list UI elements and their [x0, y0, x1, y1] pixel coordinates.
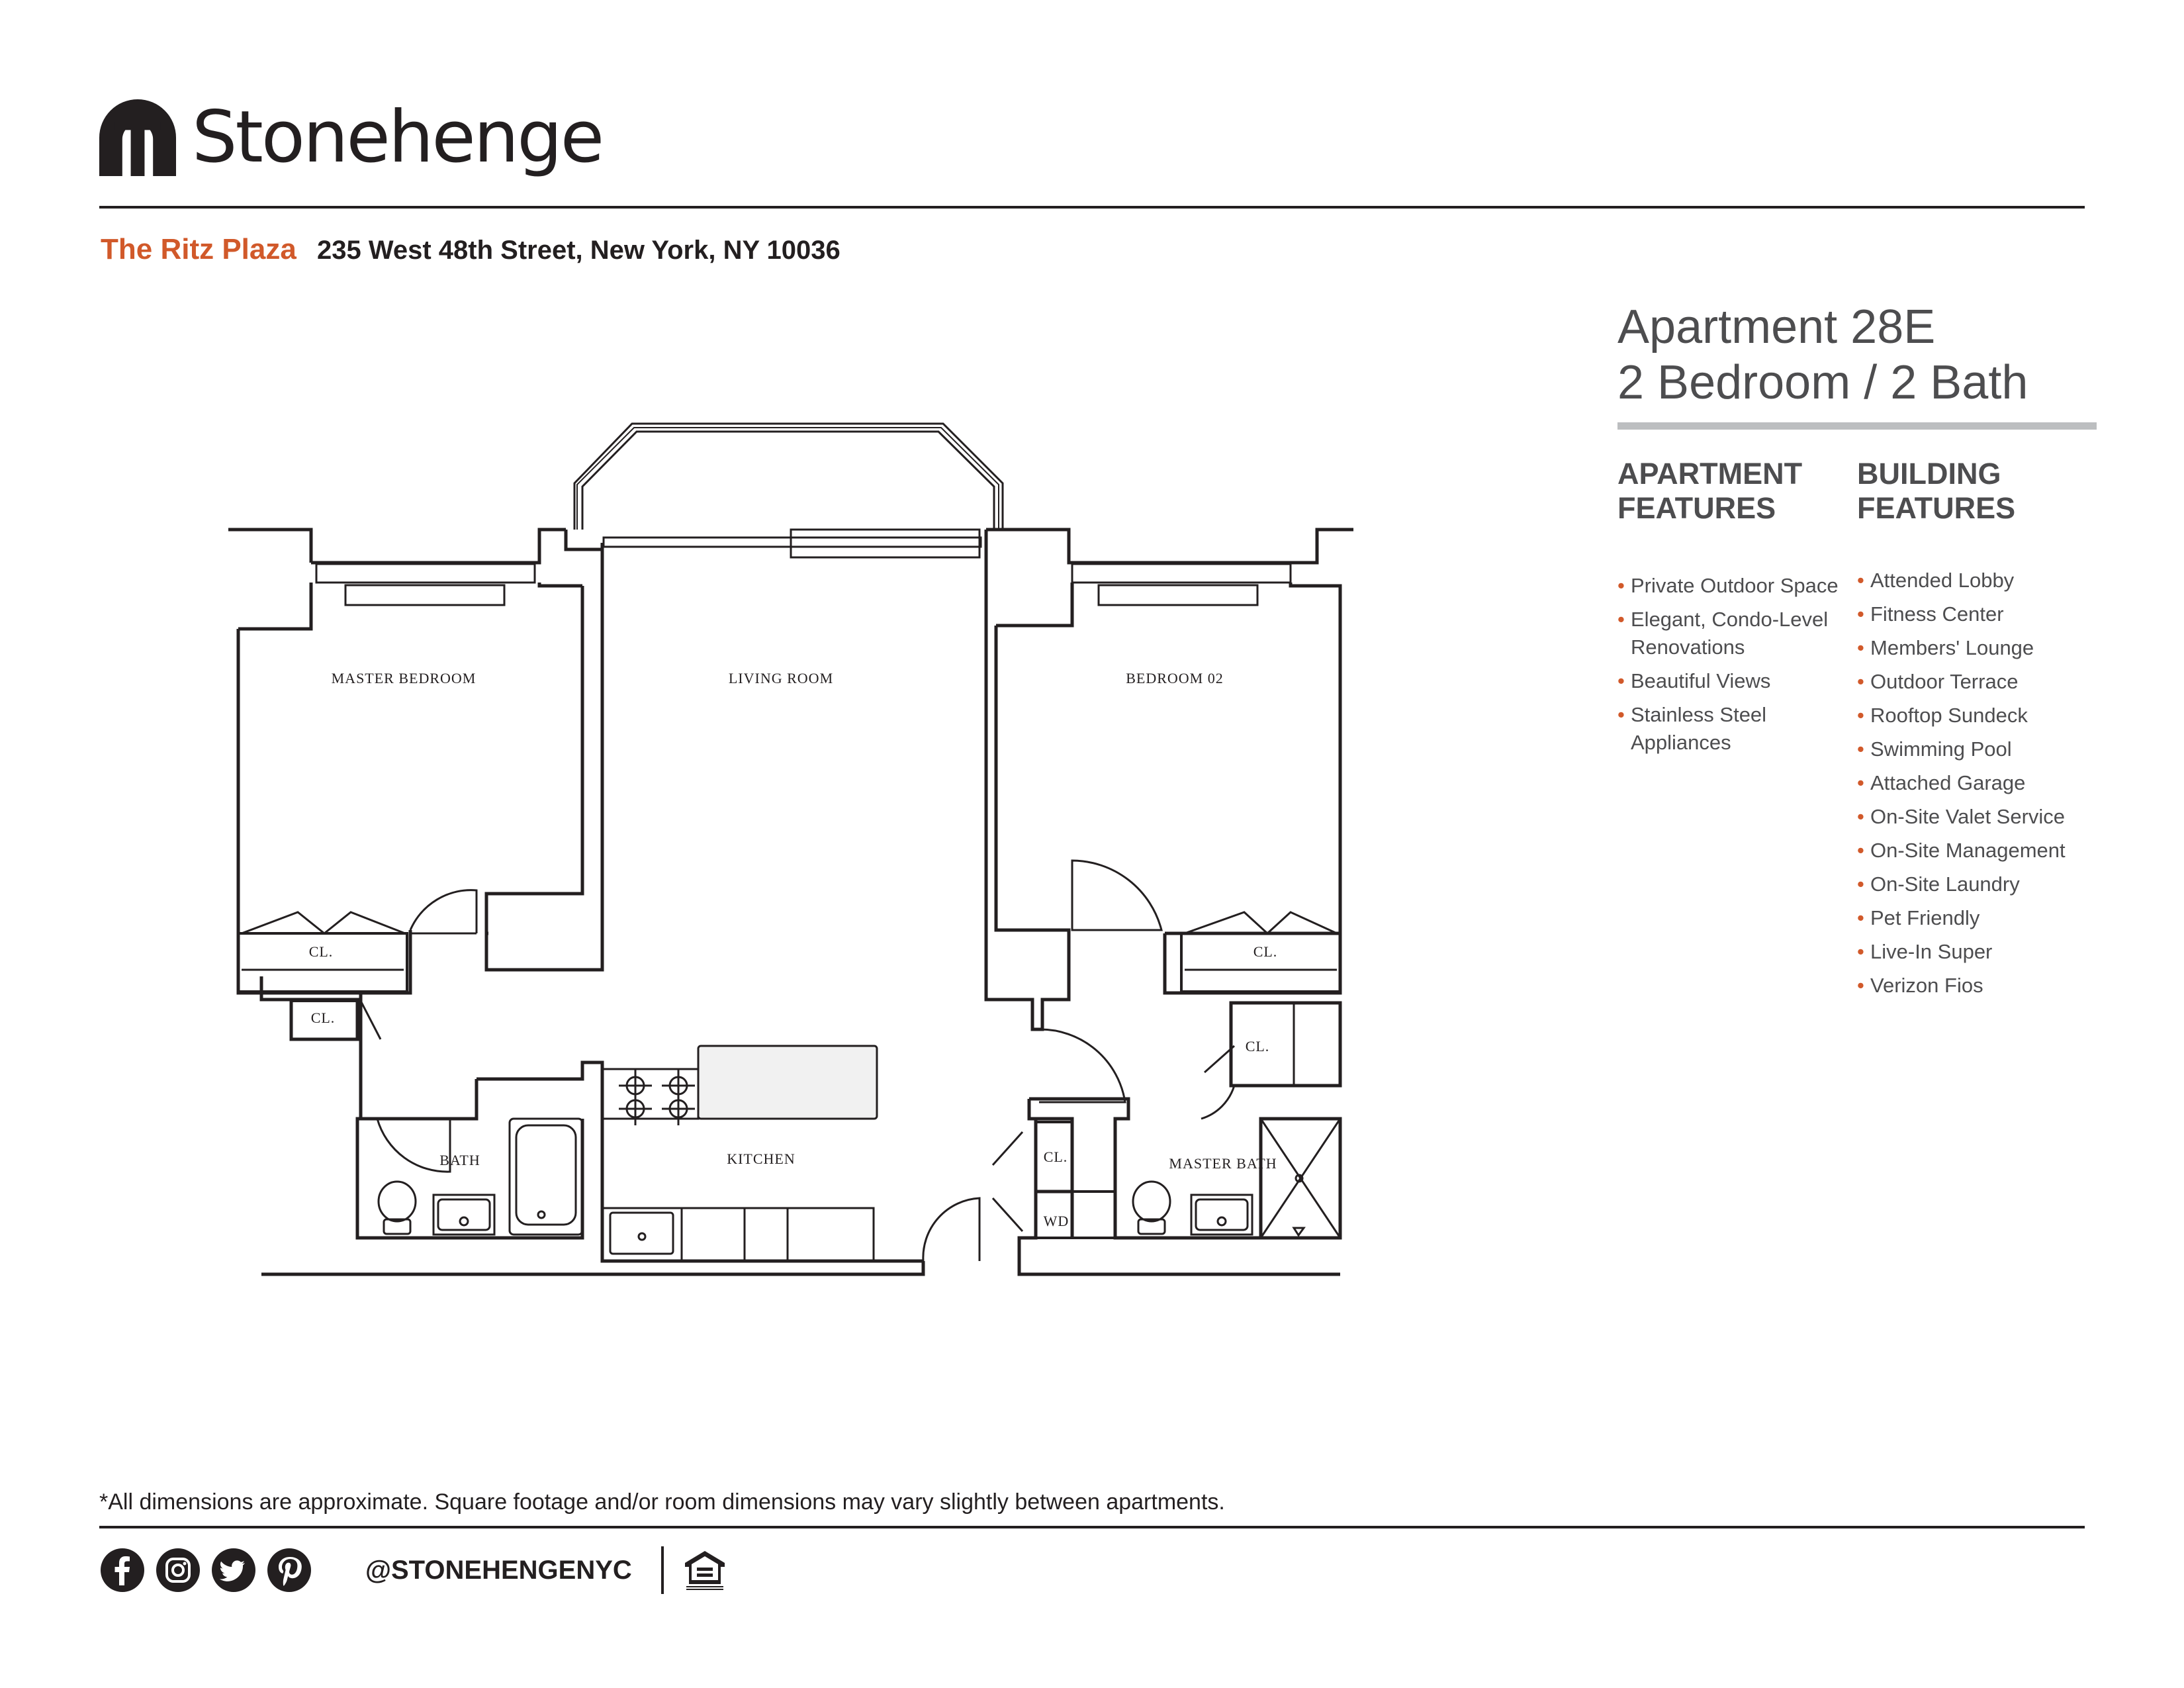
equal-housing-opportunity-icon	[684, 1548, 726, 1592]
room-label-washer-dryer: WD	[1043, 1213, 1069, 1229]
room-label-closet: CL.	[1253, 943, 1278, 960]
wall	[539, 583, 582, 586]
room-label-closet: CL.	[1245, 1038, 1270, 1055]
wall	[361, 1079, 477, 1119]
wall	[486, 586, 582, 933]
window	[1099, 585, 1257, 605]
feature-item: • Rooftop Sundeck	[1857, 702, 2109, 729]
window	[791, 530, 979, 557]
sink	[1191, 1195, 1252, 1235]
apartment-heading	[1617, 299, 2028, 410]
instagram-icon[interactable]	[156, 1548, 200, 1592]
feature-item: • Verizon Fios	[1857, 972, 2109, 1000]
feature-item: • Stainless Steel Appliances	[1617, 701, 1856, 757]
feature-item: • Swimming Pool	[1857, 735, 2109, 763]
feature-item: • On-Site Laundry	[1857, 870, 2109, 898]
twitter-icon[interactable]	[212, 1548, 255, 1592]
stove	[602, 1069, 698, 1119]
toilet	[379, 1182, 416, 1221]
wall	[357, 993, 377, 1238]
room-label-closet: CL.	[308, 943, 334, 960]
footer-rule	[99, 1526, 2085, 1528]
wall	[261, 1261, 923, 1274]
title-rule	[1617, 422, 2097, 430]
window	[1072, 564, 1291, 583]
brand-name: Stonehenge	[192, 96, 603, 179]
feature-item: • Outdoor Terrace	[1857, 668, 2109, 696]
feature-item: • Members' Lounge	[1857, 634, 2109, 662]
room-label-closet: CL.	[1043, 1149, 1068, 1165]
wall	[1165, 933, 1340, 993]
window	[345, 585, 504, 605]
pinterest-icon[interactable]	[267, 1548, 311, 1592]
bay-window	[582, 432, 994, 530]
wall	[1019, 1261, 1340, 1274]
bay-window	[577, 428, 999, 530]
apartment-title: Apartment 28E	[1617, 301, 1936, 353]
exterior-wall	[986, 530, 1353, 563]
door-swing	[1201, 1086, 1234, 1119]
door-swing	[410, 890, 477, 933]
facebook-icon[interactable]	[101, 1548, 144, 1592]
bathtub	[510, 1119, 582, 1235]
window	[604, 538, 981, 547]
toilet	[1133, 1182, 1170, 1221]
sink	[433, 1195, 494, 1235]
wall	[1165, 583, 1340, 933]
room-label-bath: BATH	[439, 1152, 480, 1168]
exterior-wall	[311, 530, 566, 563]
dimensions-disclaimer: *All dimensions are approximate. Square footage and/or room dimensions may vary slightly between apartments.	[99, 1489, 1225, 1515]
bay-window	[574, 424, 1003, 530]
feature-item: • Attended Lobby	[1857, 567, 2109, 594]
exterior-wall	[228, 530, 311, 563]
wall	[1019, 1099, 1036, 1274]
wall	[996, 583, 1072, 626]
room-label-kitchen: KITCHEN	[727, 1150, 796, 1167]
feature-item: • Attached Garage	[1857, 769, 2109, 797]
room-label-master-bedroom: MASTER BEDROOM	[331, 670, 477, 686]
closet-door	[361, 1001, 381, 1039]
closet-door	[1185, 912, 1337, 933]
floor-plan	[0, 0, 1390, 1324]
feature-item: • Private Outdoor Space	[1617, 572, 1856, 600]
counter	[698, 1046, 877, 1119]
feature-item: • Pet Friendly	[1857, 904, 2109, 932]
building-features-heading: BUILDING FEATURES	[1857, 457, 2016, 525]
feature-item: • On-Site Management	[1857, 837, 2109, 865]
room-label-living-room: LIVING ROOM	[728, 670, 834, 686]
apartment-features	[1617, 457, 1856, 763]
door-swing	[923, 1198, 979, 1261]
street-address: 235 West 48th Street, New York, NY 10036	[316, 236, 841, 265]
closet	[1181, 933, 1340, 992]
apartment-features-heading: APARTMENT FEATURES	[1617, 457, 1803, 525]
wall	[238, 583, 311, 629]
feature-item: • Fitness Center	[1857, 600, 2109, 628]
door-swing	[993, 1132, 1023, 1231]
room-label-closet: CL.	[310, 1009, 336, 1026]
social-handle[interactable]: @STONEHENGENYC	[365, 1555, 632, 1585]
room-label-bedroom-02: BEDROOM 02	[1126, 670, 1224, 686]
dishwasher	[788, 1208, 874, 1261]
apartment-layout: 2 Bedroom / 2 Bath	[1617, 356, 2028, 409]
closet-door	[242, 912, 405, 933]
door-swing	[1072, 861, 1161, 930]
room-label-master-bath: MASTER BATH	[1169, 1155, 1277, 1172]
wall	[986, 530, 1069, 1029]
building-features	[1857, 457, 2109, 1006]
wall	[261, 976, 357, 1039]
social-bar	[101, 1546, 726, 1594]
footer-divider	[661, 1546, 664, 1594]
door-swing	[1039, 1029, 1125, 1102]
closet	[238, 933, 407, 992]
feature-item: • Beautiful Views	[1617, 667, 1856, 695]
window	[316, 564, 535, 583]
feature-item: • Elegant, Condo-Level Renovations	[1617, 606, 1856, 661]
feature-item: • On-Site Valet Service	[1857, 803, 2109, 831]
building-name: The Ritz Plaza	[101, 233, 296, 265]
feature-item: • Live-In Super	[1857, 938, 2109, 966]
